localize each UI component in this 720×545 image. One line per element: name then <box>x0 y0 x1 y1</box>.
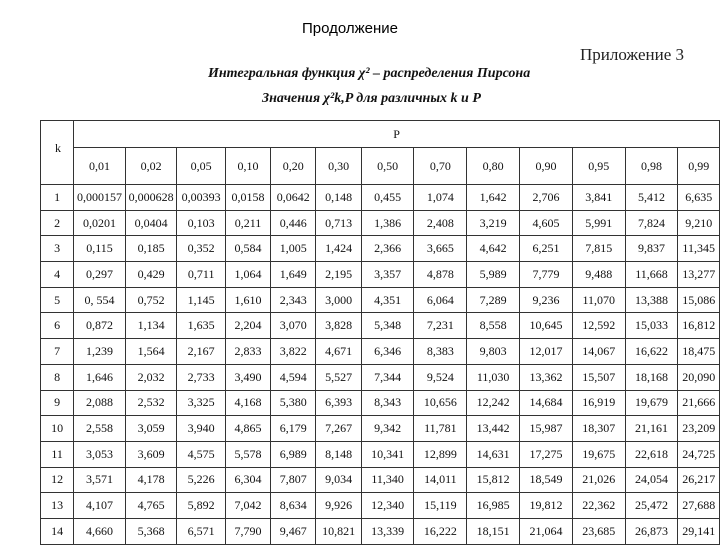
k-cell: 12 <box>41 467 74 493</box>
value-cell: 3,053 <box>74 441 126 467</box>
value-cell: 4,351 <box>361 287 414 313</box>
p-value-header: 0,70 <box>414 148 467 185</box>
k-cell: 2 <box>41 210 74 236</box>
value-cell: 16,222 <box>414 518 467 544</box>
value-cell: 3,841 <box>572 185 625 211</box>
value-cell: 4,642 <box>467 236 520 262</box>
value-cell: 9,488 <box>572 262 625 288</box>
value-cell: 0,0158 <box>225 185 270 211</box>
value-cell: 3,828 <box>316 313 361 339</box>
value-cell: 7,807 <box>271 467 316 493</box>
p-values-row <box>41 148 720 185</box>
value-cell: 2,343 <box>271 287 316 313</box>
value-cell: 11,781 <box>414 416 467 442</box>
page-title: Продолжение <box>301 20 399 37</box>
value-cell: 16,812 <box>678 313 720 339</box>
k-cell: 6 <box>41 313 74 339</box>
value-cell: 2,558 <box>74 416 126 442</box>
value-cell: 2,032 <box>125 364 177 390</box>
value-cell: 0,429 <box>125 262 177 288</box>
value-cell: 1,064 <box>225 262 270 288</box>
value-cell: 1,642 <box>467 185 520 211</box>
p-value-header: 0,95 <box>572 148 625 185</box>
value-cell: 3,000 <box>316 287 361 313</box>
value-cell: 3,940 <box>177 416 225 442</box>
value-cell: 10,821 <box>316 518 361 544</box>
k-cell: 9 <box>41 390 74 416</box>
k-cell: 1 <box>41 185 74 211</box>
value-cell: 16,985 <box>467 493 520 519</box>
value-cell: 0,211 <box>225 210 270 236</box>
value-cell: 18,168 <box>625 364 678 390</box>
value-cell: 0,000628 <box>125 185 177 211</box>
value-cell: 0,103 <box>177 210 225 236</box>
value-cell: 6,635 <box>678 185 720 211</box>
table-row <box>41 390 720 416</box>
value-cell: 2,195 <box>316 262 361 288</box>
value-cell: 8,383 <box>414 339 467 365</box>
value-cell: 3,665 <box>414 236 467 262</box>
value-cell: 17,275 <box>520 441 573 467</box>
value-cell: 0,584 <box>225 236 270 262</box>
value-cell: 4,575 <box>177 441 225 467</box>
value-cell: 19,679 <box>625 390 678 416</box>
value-cell: 7,815 <box>572 236 625 262</box>
p-value-header: 0,99 <box>678 148 720 185</box>
value-cell: 21,026 <box>572 467 625 493</box>
table-row <box>41 236 720 262</box>
value-cell: 18,549 <box>520 467 573 493</box>
table-row <box>41 313 720 339</box>
k-cell: 5 <box>41 287 74 313</box>
value-cell: 9,210 <box>678 210 720 236</box>
p-value-header: 0,80 <box>467 148 520 185</box>
value-cell: 0,00393 <box>177 185 225 211</box>
value-cell: 6,304 <box>225 467 270 493</box>
value-cell: 13,362 <box>520 364 573 390</box>
value-cell: 9,837 <box>625 236 678 262</box>
p-value-header: 0,02 <box>125 148 177 185</box>
value-cell: 27,688 <box>678 493 720 519</box>
table-row <box>41 364 720 390</box>
p-value-header: 0,50 <box>361 148 414 185</box>
value-cell: 3,219 <box>467 210 520 236</box>
value-cell: 9,342 <box>361 416 414 442</box>
value-cell: 19,812 <box>520 493 573 519</box>
value-cell: 1,386 <box>361 210 414 236</box>
value-cell: 2,366 <box>361 236 414 262</box>
value-cell: 29,141 <box>678 518 720 544</box>
k-cell: 11 <box>41 441 74 467</box>
value-cell: 9,236 <box>520 287 573 313</box>
value-cell: 26,217 <box>678 467 720 493</box>
value-cell: 23,685 <box>572 518 625 544</box>
value-cell: 21,666 <box>678 390 720 416</box>
value-cell: 11,340 <box>361 467 414 493</box>
value-cell: 4,594 <box>271 364 316 390</box>
value-cell: 8,148 <box>316 441 361 467</box>
value-cell: 0,000157 <box>74 185 126 211</box>
value-cell: 7,231 <box>414 313 467 339</box>
value-cell: 2,833 <box>225 339 270 365</box>
table-subtitle: Значения χ²k,P для различных k и P <box>262 91 481 106</box>
value-cell: 3,822 <box>271 339 316 365</box>
table-row <box>41 441 720 467</box>
value-cell: 4,660 <box>74 518 126 544</box>
k-cell: 14 <box>41 518 74 544</box>
value-cell: 1,074 <box>414 185 467 211</box>
value-cell: 2,204 <box>225 313 270 339</box>
value-cell: 4,671 <box>316 339 361 365</box>
value-cell: 9,034 <box>316 467 361 493</box>
table-row <box>41 210 720 236</box>
value-cell: 25,472 <box>625 493 678 519</box>
k-cell: 13 <box>41 493 74 519</box>
value-cell: 15,987 <box>520 416 573 442</box>
value-cell: 21,161 <box>625 416 678 442</box>
value-cell: 13,277 <box>678 262 720 288</box>
value-cell: 14,067 <box>572 339 625 365</box>
value-cell: 0,297 <box>74 262 126 288</box>
table-title: Интегральная функция χ² – распределения Пирсона <box>208 66 531 81</box>
value-cell: 13,339 <box>361 518 414 544</box>
table-row <box>41 262 720 288</box>
value-cell: 1,635 <box>177 313 225 339</box>
value-cell: 0,0201 <box>74 210 126 236</box>
value-cell: 12,899 <box>414 441 467 467</box>
value-cell: 6,571 <box>177 518 225 544</box>
value-cell: 14,011 <box>414 467 467 493</box>
value-cell: 10,656 <box>414 390 467 416</box>
value-cell: 14,631 <box>467 441 520 467</box>
value-cell: 5,368 <box>125 518 177 544</box>
p-value-header: 0,01 <box>74 148 126 185</box>
value-cell: 5,527 <box>316 364 361 390</box>
value-cell: 1,424 <box>316 236 361 262</box>
value-cell: 0,185 <box>125 236 177 262</box>
value-cell: 7,344 <box>361 364 414 390</box>
value-cell: 11,030 <box>467 364 520 390</box>
value-cell: 6,179 <box>271 416 316 442</box>
table-row <box>41 493 720 519</box>
value-cell: 3,571 <box>74 467 126 493</box>
value-cell: 11,345 <box>678 236 720 262</box>
value-cell: 15,812 <box>467 467 520 493</box>
p-value-header: 0,98 <box>625 148 678 185</box>
value-cell: 19,675 <box>572 441 625 467</box>
value-cell: 6,346 <box>361 339 414 365</box>
p-value-header: 0,20 <box>271 148 316 185</box>
value-cell: 13,442 <box>467 416 520 442</box>
value-cell: 5,380 <box>271 390 316 416</box>
value-cell: 13,388 <box>625 287 678 313</box>
value-cell: 1,134 <box>125 313 177 339</box>
value-cell: 18,307 <box>572 416 625 442</box>
value-cell: 10,341 <box>361 441 414 467</box>
value-cell: 0, 554 <box>74 287 126 313</box>
value-cell: 12,242 <box>467 390 520 416</box>
k-cell: 7 <box>41 339 74 365</box>
table-row <box>41 467 720 493</box>
value-cell: 12,017 <box>520 339 573 365</box>
value-cell: 5,412 <box>625 185 678 211</box>
value-cell: 5,892 <box>177 493 225 519</box>
value-cell: 6,393 <box>316 390 361 416</box>
table-row <box>41 287 720 313</box>
value-cell: 2,088 <box>74 390 126 416</box>
value-cell: 5,991 <box>572 210 625 236</box>
value-cell: 14,684 <box>520 390 573 416</box>
value-cell: 3,357 <box>361 262 414 288</box>
value-cell: 21,064 <box>520 518 573 544</box>
p-value-header: 0,10 <box>225 148 270 185</box>
value-cell: 7,267 <box>316 416 361 442</box>
table-row <box>41 339 720 365</box>
value-cell: 6,251 <box>520 236 573 262</box>
value-cell: 9,524 <box>414 364 467 390</box>
value-cell: 0,872 <box>74 313 126 339</box>
value-cell: 26,873 <box>625 518 678 544</box>
k-cell: 4 <box>41 262 74 288</box>
value-cell: 15,119 <box>414 493 467 519</box>
value-cell: 1,564 <box>125 339 177 365</box>
value-cell: 1,610 <box>225 287 270 313</box>
value-cell: 5,578 <box>225 441 270 467</box>
value-cell: 2,733 <box>177 364 225 390</box>
value-cell: 3,059 <box>125 416 177 442</box>
value-cell: 23,209 <box>678 416 720 442</box>
value-cell: 15,033 <box>625 313 678 339</box>
value-cell: 3,325 <box>177 390 225 416</box>
value-cell: 10,645 <box>520 313 573 339</box>
value-cell: 11,070 <box>572 287 625 313</box>
value-cell: 18,151 <box>467 518 520 544</box>
value-cell: 5,989 <box>467 262 520 288</box>
value-cell: 8,558 <box>467 313 520 339</box>
value-cell: 4,107 <box>74 493 126 519</box>
value-cell: 1,649 <box>271 262 316 288</box>
value-cell: 11,668 <box>625 262 678 288</box>
value-cell: 0,148 <box>316 185 361 211</box>
value-cell: 1,239 <box>74 339 126 365</box>
value-cell: 0,0642 <box>271 185 316 211</box>
value-cell: 0,713 <box>316 210 361 236</box>
value-cell: 16,622 <box>625 339 678 365</box>
value-cell: 3,070 <box>271 313 316 339</box>
value-cell: 4,878 <box>414 262 467 288</box>
value-cell: 9,803 <box>467 339 520 365</box>
value-cell: 9,926 <box>316 493 361 519</box>
table-row <box>41 416 720 442</box>
value-cell: 1,005 <box>271 236 316 262</box>
value-cell: 15,086 <box>678 287 720 313</box>
value-cell: 3,609 <box>125 441 177 467</box>
value-cell: 20,090 <box>678 364 720 390</box>
value-cell: 24,054 <box>625 467 678 493</box>
table-row <box>41 518 720 544</box>
value-cell: 1,646 <box>74 364 126 390</box>
k-cell: 10 <box>41 416 74 442</box>
p-value-header: 0,05 <box>177 148 225 185</box>
value-cell: 2,167 <box>177 339 225 365</box>
value-cell: 7,042 <box>225 493 270 519</box>
value-cell: 12,340 <box>361 493 414 519</box>
value-cell: 4,865 <box>225 416 270 442</box>
value-cell: 0,0404 <box>125 210 177 236</box>
value-cell: 7,824 <box>625 210 678 236</box>
value-cell: 0,455 <box>361 185 414 211</box>
value-cell: 0,752 <box>125 287 177 313</box>
value-cell: 0,115 <box>74 236 126 262</box>
value-cell: 0,711 <box>177 262 225 288</box>
value-cell: 22,362 <box>572 493 625 519</box>
value-cell: 7,790 <box>225 518 270 544</box>
value-cell: 24,725 <box>678 441 720 467</box>
value-cell: 4,168 <box>225 390 270 416</box>
value-cell: 4,765 <box>125 493 177 519</box>
value-cell: 5,348 <box>361 313 414 339</box>
value-cell: 0,352 <box>177 236 225 262</box>
value-cell: 6,989 <box>271 441 316 467</box>
value-cell: 6,064 <box>414 287 467 313</box>
value-cell: 9,467 <box>271 518 316 544</box>
value-cell: 3,490 <box>225 364 270 390</box>
value-cell: 15,507 <box>572 364 625 390</box>
k-header: k <box>41 121 74 185</box>
value-cell: 5,226 <box>177 467 225 493</box>
value-cell: 7,779 <box>520 262 573 288</box>
chi-square-table <box>40 120 720 545</box>
value-cell: 0,446 <box>271 210 316 236</box>
value-cell: 8,343 <box>361 390 414 416</box>
value-cell: 22,618 <box>625 441 678 467</box>
p-value-header: 0,30 <box>316 148 361 185</box>
value-cell: 2,532 <box>125 390 177 416</box>
p-value-header: 0,90 <box>520 148 573 185</box>
value-cell: 2,408 <box>414 210 467 236</box>
value-cell: 16,919 <box>572 390 625 416</box>
p-header: P <box>74 121 720 148</box>
value-cell: 8,634 <box>271 493 316 519</box>
value-cell: 7,289 <box>467 287 520 313</box>
appendix-label: Приложение 3 <box>580 45 684 64</box>
value-cell: 4,178 <box>125 467 177 493</box>
k-cell: 3 <box>41 236 74 262</box>
value-cell: 18,475 <box>678 339 720 365</box>
value-cell: 1,145 <box>177 287 225 313</box>
value-cell: 12,592 <box>572 313 625 339</box>
value-cell: 4,605 <box>520 210 573 236</box>
k-cell: 8 <box>41 364 74 390</box>
table-row <box>41 185 720 211</box>
value-cell: 2,706 <box>520 185 573 211</box>
